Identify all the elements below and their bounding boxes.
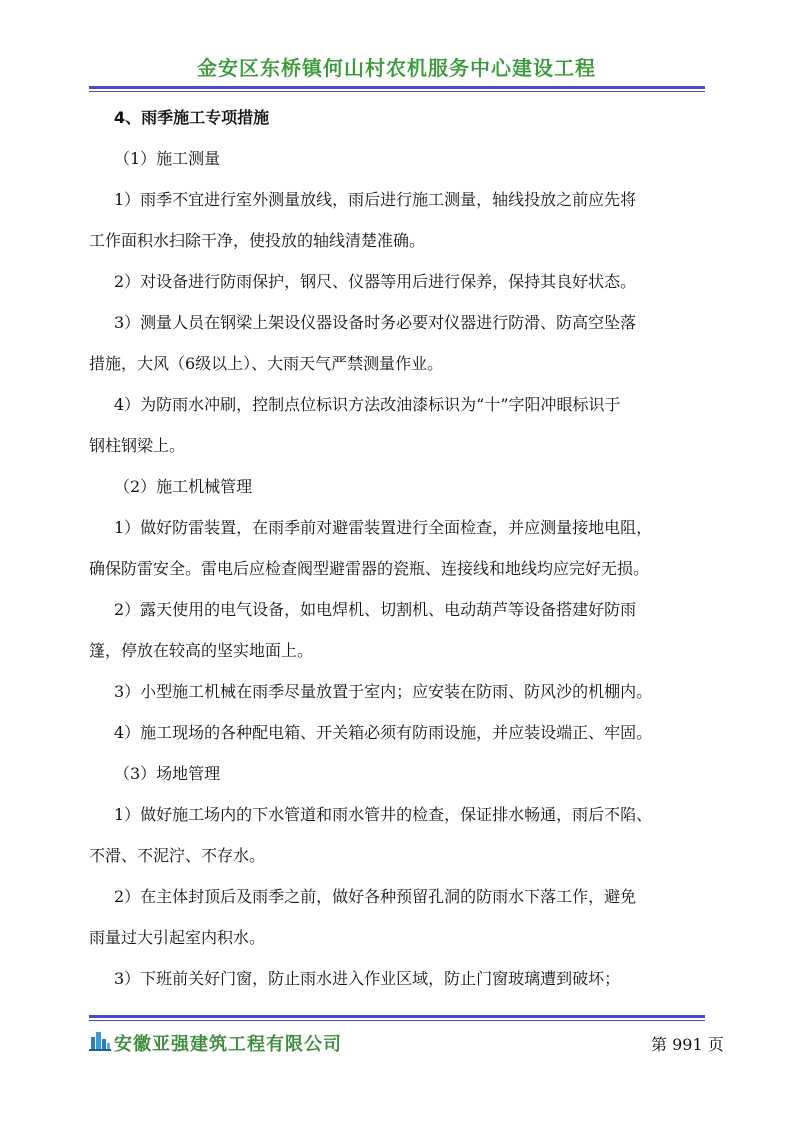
paragraph-line: 措施，大风（6级以上）、大雨天气严禁测量作业。 (89, 354, 444, 373)
paragraph-line: 2）在主体封顶后及雨季之前，做好各种预留孔洞的防雨水下落工作，避免 (114, 887, 637, 906)
subsection-title: （1）施工测量 (114, 149, 221, 168)
building-logo-icon (89, 1029, 111, 1051)
paragraph-line: 篷，停放在较高的坚实地面上。 (89, 641, 314, 660)
header-rule-thin (89, 91, 705, 92)
paragraph-line: 工作面积水扫除干净，使投放的轴线清楚准确。 (89, 231, 426, 250)
paragraph-line: 3）小型施工机械在雨季尽量放置于室内；应安装在防雨、防风沙的机棚内。 (114, 682, 653, 701)
header-title: 金安区东桥镇何山村农机服务中心建设工程 (197, 56, 596, 80)
paragraph-line: 3）下班前关好门窗，防止雨水进入作业区域，防止门窗玻璃遭到破坏； (114, 969, 621, 988)
paragraph-line: 2）露天使用的电气设备，如电焊机、切割机、电动葫芦等设备搭建好防雨 (114, 600, 637, 619)
paragraph-line: 确保防雷安全。雷电后应检查阀型避雷器的瓷瓶、连接线和地线均应完好无损。 (89, 559, 650, 578)
subsection-title: （2）施工机械管理 (114, 477, 253, 496)
paragraph-line: 4）为防雨水冲刷，控制点位标识方法改油漆标识为“十”字阳冲眼标识于 (114, 395, 621, 414)
paragraph-line: 不滑、不泥泞、不存水。 (89, 846, 266, 865)
paragraph-line: 雨量过大引起室内积水。 (89, 928, 266, 947)
footer-company: 安徽亚强建筑工程有限公司 (114, 1034, 342, 1055)
paragraph-line: 1）做好施工场内的下水管道和雨水管井的检查，保证排水畅通，雨后不陷、 (114, 805, 653, 824)
paragraph-line: 1）雨季不宜进行室外测量放线，雨后进行施工测量，轴线投放之前应先将 (114, 190, 637, 209)
subsection-title: （3）场地管理 (114, 764, 221, 783)
paragraph-line: 钢柱钢梁上。 (89, 436, 186, 455)
paragraph-line: 4）施工现场的各种配电箱、开关箱必须有防雨设施，并应装设端正、牢固。 (114, 723, 653, 742)
paragraph-line: 3）测量人员在钢梁上架设仪器设备时务必要对仪器进行防滑、防高空坠落 (114, 313, 637, 332)
footer-rule (89, 1015, 705, 1018)
header-rule (89, 86, 705, 89)
paragraph-line: 2）对设备进行防雨保护，钢尺、仪器等用后进行保养，保持其良好状态。 (114, 272, 637, 291)
paragraph-line: 1）做好防雷装置，在雨季前对避雷装置进行全面检查，并应测量接地电阻， (114, 518, 653, 537)
footer-rule-thin (89, 1020, 705, 1021)
page-number: 第 991 页 (651, 1035, 724, 1054)
section-heading: 4、雨季施工专项措施 (114, 108, 270, 127)
